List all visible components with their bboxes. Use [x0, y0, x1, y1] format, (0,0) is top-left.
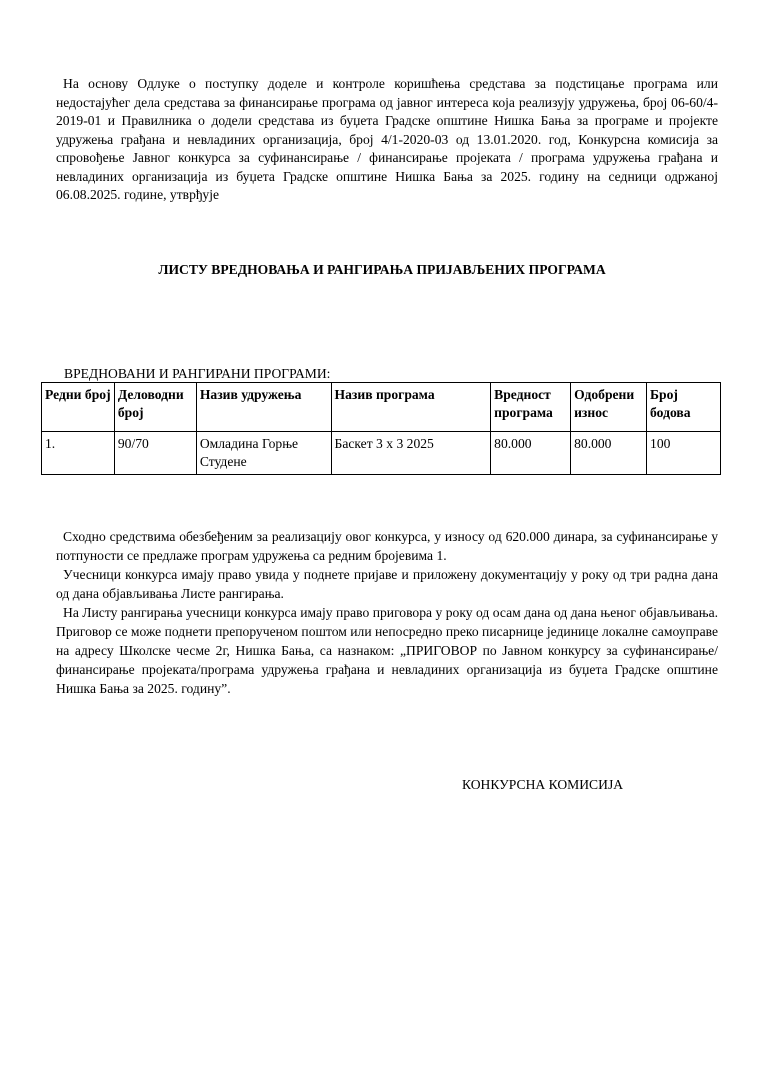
cell-broj-bodova: 100	[647, 432, 721, 475]
table-header-row	[42, 383, 721, 432]
cell-naziv-udruzenja: Омладина Горње Студене	[196, 432, 331, 475]
objection-paragraph: На Листу рангирања учесници конкурса имају право приговора у року од осам дана од дана њеног објављивања. Приговор се може поднети препорученом поштом или непосредно преко писарнице јединице локалне самоуправе на адресу Школске чесме 2г, Нишка Бања, са назнаком: „ПРИГОВОР по Јавном конкурсу за суфинансирање/финансирање пројеката/програма удружења грађана и невладиних организација из буџета Градске општине Нишка Бања за 2025. годину”.	[56, 605, 718, 696]
header-broj-bodova: Број бодова	[647, 383, 721, 432]
table-caption: ВРЕДНОВАНИ И РАНГИРАНИ ПРОГРАМИ:	[64, 366, 331, 381]
header-redni-broj: Редни број	[42, 383, 115, 432]
header-odobreni-iznos: Одобрени износ	[571, 383, 647, 432]
programs-table	[41, 382, 721, 475]
cell-naziv-programa: Баскет 3 х 3 2025	[331, 432, 491, 475]
funding-paragraph: Сходно средствима обезбеђеним за реализацију овог конкурса, у износу од 620.000 динара, за суфинансирање у потпуности се предлаже програм удружења са редним бројевима 1.	[56, 529, 718, 563]
header-naziv-programa: Назив програма	[331, 383, 491, 432]
header-naziv-udruzenja: Назив удружења	[196, 383, 331, 432]
intro-paragraph: На основу Одлуке о поступку доделе и контроле коришћења средстава за подстицање програма или недостајућег дела средстава за финансирање програма од јавног интереса која реализују удружења, број 06-60/4-2019-01 и Правилника о додели средстава из буџета Градске општине Нишка Бања за програме и пројекте удружења грађана и невладиних организација, број 4/1-2020-03 од 13.01.2020. год, Конкурсна комисија за спровођење Јавног конкурса за суфинансирање / финансирање пројеката / програма удружења грађана и невладиних организација из буџета Градске општине Нишка Бања за 2025. годину на седници одржаној 06.08.2025. године, утврђује	[56, 76, 718, 202]
document-heading: ЛИСТУ ВРЕДНОВАЊА И РАНГИРАЊА ПРИЈАВЉЕНИХ ПРОГРАМА	[158, 262, 606, 277]
table-row	[42, 432, 721, 475]
body-text	[56, 527, 718, 698]
cell-vrednost-programa: 80.000	[491, 432, 571, 475]
cell-odobreni-iznos: 80.000	[571, 432, 647, 475]
cell-delovodni-broj: 90/70	[114, 432, 196, 475]
header-delovodni-broj: Деловодни број	[114, 383, 196, 432]
cell-redni-broj: 1.	[42, 432, 115, 475]
signature: КОНКУРСНА КОМИСИЈА	[462, 777, 624, 792]
header-vrednost-programa: Вредност програма	[491, 383, 571, 432]
inspection-paragraph: Учесници конкурса имају право увида у поднете пријаве и приложену документацију у року од три радна дана од дана објављивања Листе рангирања.	[56, 567, 718, 601]
